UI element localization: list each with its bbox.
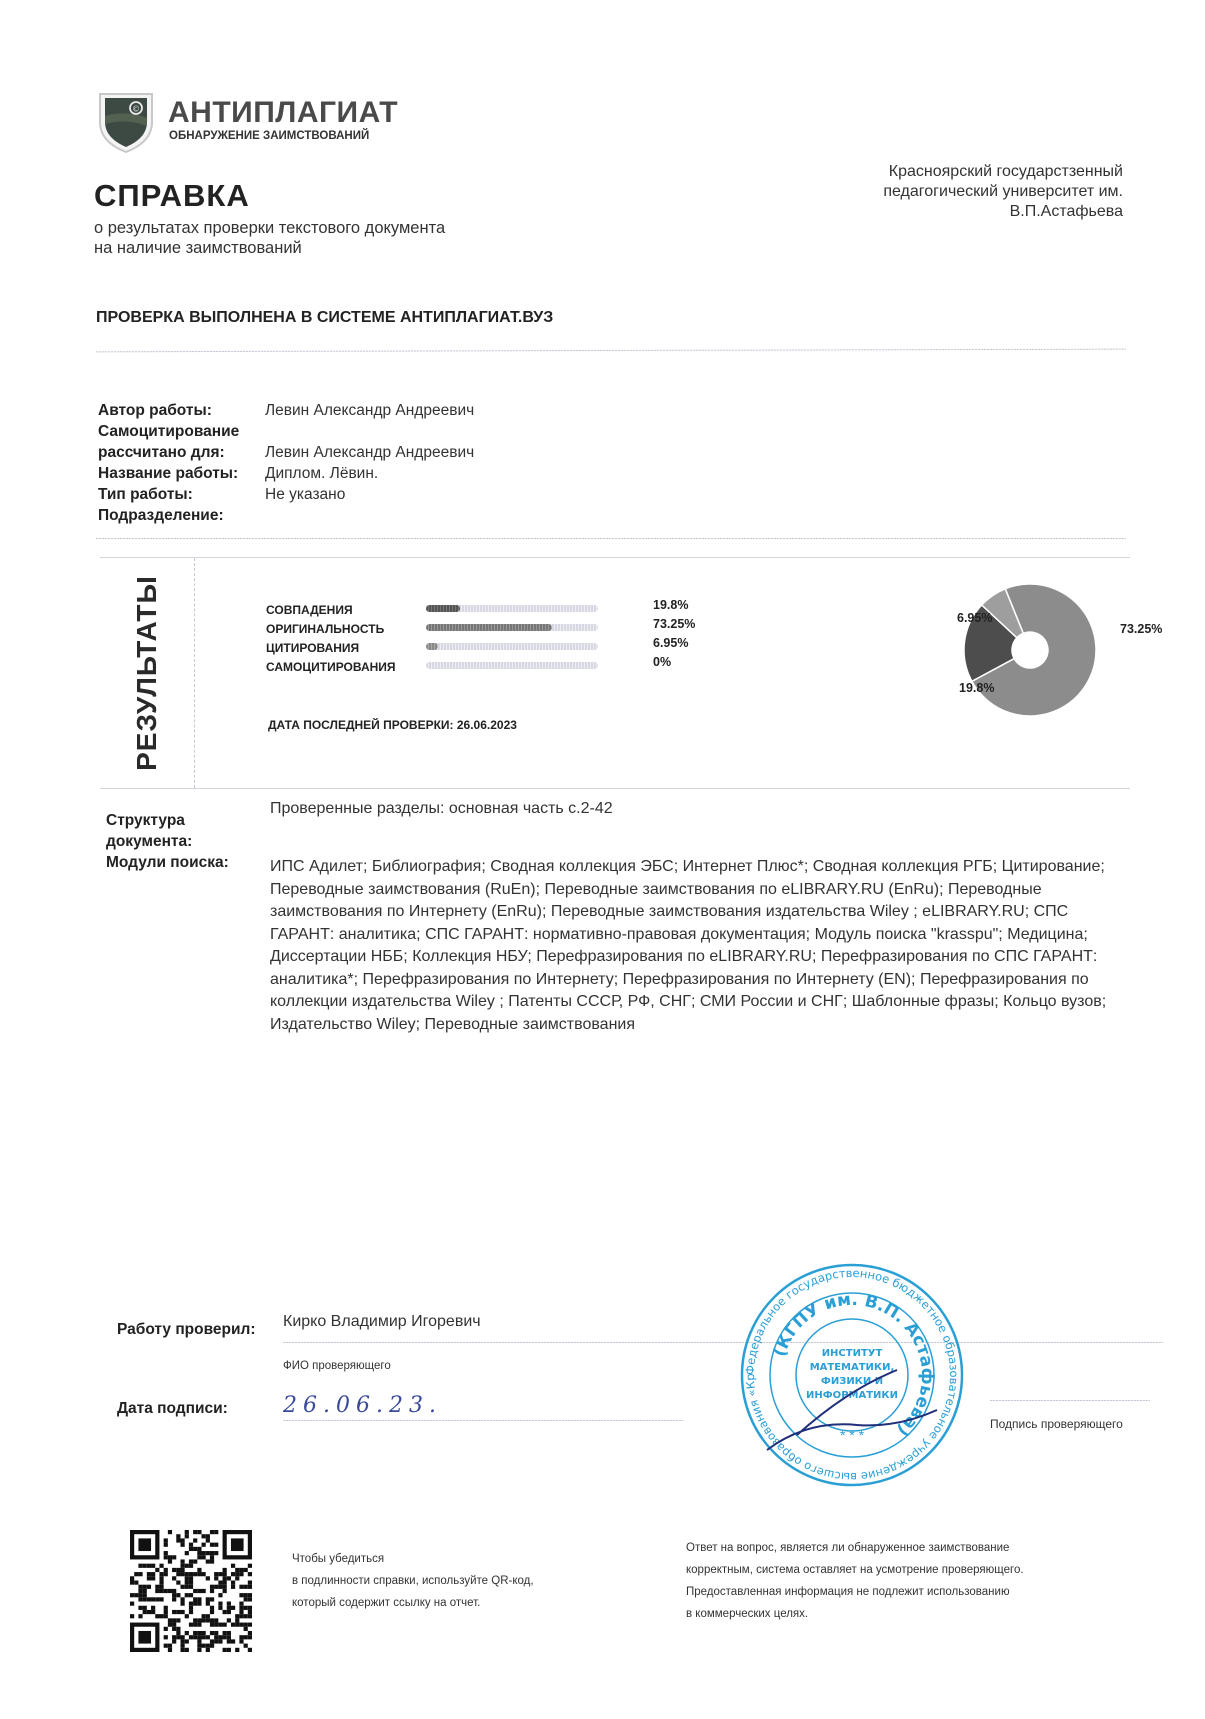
disclaimer-note [686, 1537, 1024, 1625]
signature-underline [990, 1400, 1150, 1401]
results-heading: РЕЗУЛЬТАТЫ [131, 575, 162, 771]
stamp-inner-3: ФИЗИКИ И [820, 1376, 884, 1387]
selfcite-row-2 [98, 442, 474, 463]
divider [96, 538, 1126, 539]
metric-bar-selfcitations [426, 662, 598, 669]
donut-label-matches: 19.8% [959, 681, 995, 695]
stamp-stars: * * * [839, 1427, 865, 1443]
svg-text:©: © [132, 104, 140, 114]
donut-label-citations: 6.95% [957, 611, 993, 625]
checked-by-value: Кирко Владимир Игоревич [283, 1313, 481, 1330]
metric-bar-citations [426, 643, 598, 650]
subtitle-line-2: на наличие заимствований [94, 239, 302, 257]
qr-text-line-3: который содержит ссылку на отчет. [292, 1597, 481, 1609]
organization-line-2: педагогический университет им. [883, 183, 1123, 200]
results-panel [100, 557, 1163, 789]
note-line-4: в коммерческих целях. [686, 1608, 809, 1620]
sign-date-label: Дата подписи: [117, 1400, 228, 1417]
metric-bar-matches [426, 605, 598, 612]
title-value: Диплом. Лёвин. [265, 465, 379, 482]
stamp-outer-text: Федеральное государственное бюджетное образовательное учреждение высшего образования «Кр [742, 1265, 962, 1485]
metric-bar-fill [426, 643, 438, 650]
metric-label-matches: СОВПАДЕНИЯ [266, 603, 353, 617]
author-value: Левин Александр Андреевич [265, 402, 475, 419]
qr-code-icon[interactable] [130, 1530, 252, 1652]
qr-instructions [292, 1548, 534, 1614]
modules-label: Модули поиска: [106, 854, 229, 871]
metric-bar-originality [426, 624, 598, 631]
metric-value-citations: 6.95% [653, 636, 689, 650]
selfcite-label-line-2: рассчитано для: [98, 444, 225, 461]
stamp-icon [737, 1260, 967, 1490]
fio-caption: ФИО проверяющего [283, 1360, 391, 1372]
metric-value-matches: 19.8% [653, 598, 689, 612]
note-line-3: Предоставленная информация не подлежит использованию [686, 1586, 1010, 1598]
stamp-inner-4: ИНФОРМАТИКИ [806, 1390, 898, 1401]
stamp-middle-text: (КГПУ им. В.П. Астафьева) [769, 1289, 938, 1441]
sign-date-underline [283, 1420, 683, 1421]
selfcite-row [98, 421, 474, 442]
type-value: Не указано [265, 486, 346, 503]
stamp-inner-1: ИНСТИТУТ [821, 1348, 883, 1359]
signature-caption: Подпись проверяющего [990, 1417, 1123, 1431]
organization-name [783, 162, 1123, 222]
structure-value: Проверенные разделы: основная часть с.2-42 [270, 800, 613, 817]
checked-by-underline [283, 1342, 1163, 1343]
results-side-label [100, 558, 195, 788]
metric-value-selfcitations: 0% [653, 655, 672, 669]
qr-text-line-1: Чтобы убедиться [292, 1553, 385, 1565]
document-info [98, 400, 474, 526]
note-line-2: корректным, система оставляет на усмотрение проверяющего. [686, 1564, 1024, 1576]
results-donut-chart [915, 578, 1163, 728]
title-row [98, 463, 474, 484]
divider [96, 349, 1126, 353]
author-label: Автор работы: [98, 402, 212, 419]
note-line-1: Ответ на вопрос, является ли обнаруженное заимствование [686, 1542, 1010, 1554]
metric-bar-fill [426, 605, 460, 612]
metric-label-originality: ОРИГИНАЛЬНОСТЬ [266, 622, 385, 636]
donut-label-originality: 73.25% [1120, 622, 1163, 636]
official-stamp [737, 1260, 967, 1490]
logo-subtitle: ОБНАРУЖЕНИЕ ЗАИМСТВОВАНИЙ [169, 130, 370, 142]
metric-label-citations: ЦИТИРОВАНИЯ [266, 641, 360, 655]
metric-bar-fill [426, 624, 552, 631]
type-row [98, 484, 474, 505]
antiplagiat-logo [96, 88, 399, 158]
title-label: Название работы: [98, 465, 239, 482]
structure-labels [106, 810, 229, 873]
subtitle-line-1: о результатах проверки текстового документа [94, 219, 446, 237]
organization-line-1: Красноярский государстзенный [888, 163, 1123, 180]
metric-value-originality: 73.25% [653, 617, 696, 631]
selfcite-label-line-1: Самоцитирование [98, 423, 240, 440]
structure-label-line-2: документа: [106, 833, 193, 850]
structure-label-line-1: Структура [106, 812, 185, 829]
sign-date-value: 26.06.23. [283, 1393, 442, 1418]
organization-line-3: В.П.Астафьева [1009, 203, 1123, 220]
page-subtitle [94, 218, 445, 258]
selfcite-value: Левин Александр Андреевич [265, 444, 475, 461]
page-title: СПРАВКА [94, 178, 250, 213]
system-heading: ПРОВЕРКА ВЫПОЛНЕНА В СИСТЕМЕ АНТИПЛАГИАТ.ВУЗ [96, 309, 554, 326]
logo-title: АНТИПЛАГИАТ [168, 96, 399, 129]
shield-copyright-icon [96, 88, 156, 154]
department-row [98, 505, 474, 526]
metric-label-selfcitations: САМОЦИТИРОВАНИЯ [266, 660, 396, 674]
donut-svg [915, 578, 1145, 728]
qr-text-line-2: в подлинности справки, используйте QR-код, [292, 1575, 534, 1587]
department-label: Подразделение: [98, 507, 224, 524]
type-label: Тип работы: [98, 486, 193, 503]
last-check-date: ДАТА ПОСЛЕДНЕЙ ПРОВЕРКИ: 26.06.2023 [268, 718, 517, 732]
stamp-inner-2: МАТЕМАТИКИ, [809, 1362, 895, 1373]
search-modules-list: ИПС Адилет; Библиография; Сводная коллекция ЭБС; Интернет Плюс*; Сводная коллекция РГБ; Цитирование; Переводные заимствования (RuEn); Переводные заимствования по eLIBRARY.RU (EnRu); Переводные заимствования по Интернету (EnRu); Переводные заимствования издательства Wiley ; eLIBRARY.RU; СПС ГАРАНТ: аналитика; СПС ГАРАНТ: нормативно-правовая документация; Модуль поиска "krasspu"; Медицина; Диссертации НББ; Коллекция НБУ; Перефразирования по eLIBRARY.RU; Перефразирования по СПС ГАРАНТ: аналитика*; Перефразирования по Интернету; Перефразирования по Интернету (EN); Перефразирования по коллекции издательства Wiley ; Патенты СССР, РФ, СНГ; СМИ России и СНГ; Шаблонные фразы; Кольцо вузов; Издательство Wiley; Переводные заимствования [270, 858, 1107, 1033]
checked-by-label: Работу проверил: [117, 1321, 256, 1338]
author-row [98, 400, 474, 421]
